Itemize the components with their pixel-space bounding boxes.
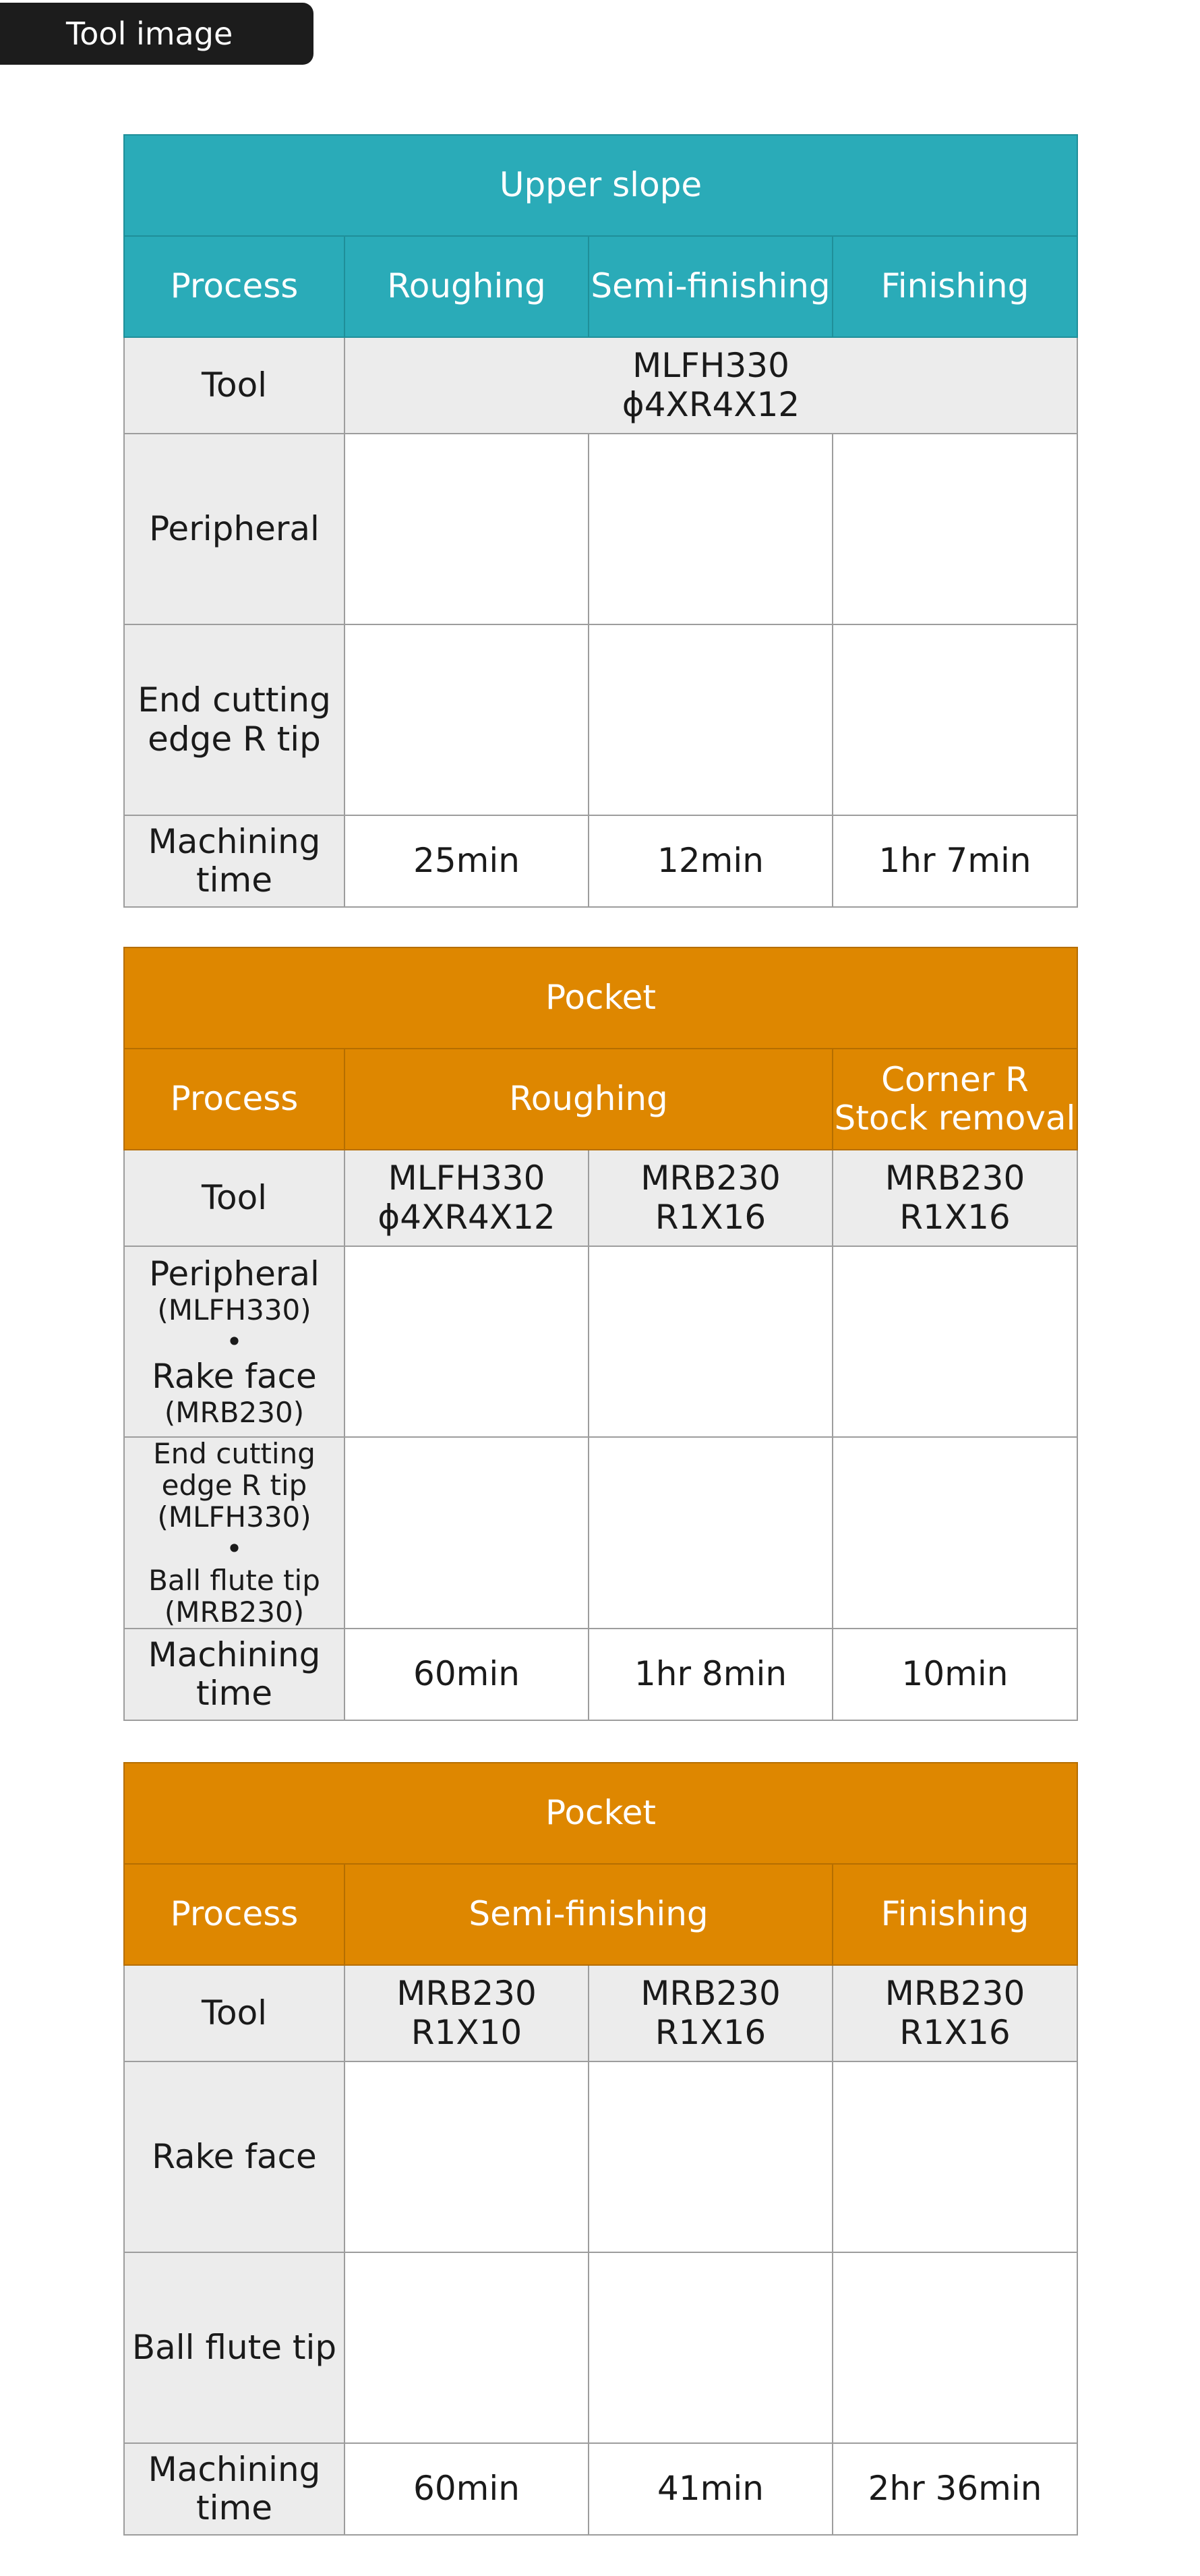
tool-spec: R1X16 xyxy=(899,1197,1011,1237)
label-line: • xyxy=(226,1532,243,1566)
label-line: Machining xyxy=(148,821,321,861)
peripheral-rake-label xyxy=(124,1246,344,1437)
label-line: Stock removal xyxy=(834,1099,1076,1138)
label-line: Rake face xyxy=(152,1357,317,1397)
ball-flute-label: Ball flute tip xyxy=(124,2252,344,2443)
tool-label: Tool xyxy=(124,1150,344,1246)
tool-label: Tool xyxy=(124,1965,344,2061)
label-line: Machining xyxy=(148,2449,321,2489)
tool-photo xyxy=(344,2061,589,2252)
process-label: Process xyxy=(124,1049,344,1150)
end-ball-label xyxy=(124,1437,344,1629)
tool-photo xyxy=(344,434,589,624)
label-line: End cutting xyxy=(153,1437,316,1470)
tool-model: MRB230 xyxy=(884,1159,1025,1198)
tool-photo xyxy=(833,1437,1077,1629)
end-cutting-label xyxy=(124,624,344,815)
label-line: time xyxy=(196,860,272,900)
tool-model: MRB230 xyxy=(640,1974,781,2013)
tool-model: MRB230 xyxy=(396,1974,537,2013)
pocket-finishing-table xyxy=(123,1762,1078,2536)
tool-spec: R1X16 xyxy=(655,1197,767,1237)
tool-value xyxy=(344,337,1077,434)
tool-model: MLFH330 xyxy=(632,346,789,385)
time-value: 41min xyxy=(589,2443,833,2535)
tool-photo xyxy=(344,1246,589,1437)
tool-photo xyxy=(344,1437,589,1629)
label-line: Peripheral xyxy=(149,1254,320,1294)
process-semi-finishing: Semi-finishing xyxy=(589,236,833,337)
tool-spec: R1X16 xyxy=(655,2012,767,2052)
time-value: 25min xyxy=(344,815,589,907)
time-value: 60min xyxy=(344,1629,589,1720)
machining-time-label xyxy=(124,1629,344,1720)
process-corner-r xyxy=(833,1049,1077,1150)
process-finishing: Finishing xyxy=(833,1864,1077,1965)
time-value: 10min xyxy=(833,1629,1077,1720)
process-roughing: Roughing xyxy=(344,1049,833,1150)
label-line: time xyxy=(196,1674,272,1714)
tool-spec: ϕ4XR4X12 xyxy=(378,1197,556,1237)
tool-photo xyxy=(589,2252,833,2443)
machining-time-label xyxy=(124,815,344,907)
tool-photo xyxy=(344,2252,589,2443)
upper-slope-table xyxy=(123,134,1078,908)
time-value: 2hr 36min xyxy=(833,2443,1077,2535)
section-tag: Tool image xyxy=(0,3,313,65)
tool-value xyxy=(344,1965,589,2061)
process-finishing: Finishing xyxy=(833,236,1077,337)
peripheral-label: Peripheral xyxy=(124,434,344,624)
tool-photo xyxy=(589,624,833,815)
label-line: Machining xyxy=(148,1635,321,1674)
tool-photo xyxy=(344,624,589,815)
time-value: 12min xyxy=(589,815,833,907)
tool-spec: R1X10 xyxy=(411,2012,522,2052)
tool-photo xyxy=(833,1246,1077,1437)
tool-photo xyxy=(589,1437,833,1629)
time-value: 1hr 7min xyxy=(833,815,1077,907)
tool-spec: ϕ4XR4X12 xyxy=(622,384,800,424)
tool-value xyxy=(833,1965,1077,2061)
label-line: (MLFH330) xyxy=(157,1500,311,1534)
table-title: Pocket xyxy=(124,1763,1077,1864)
label-line: Corner R xyxy=(881,1059,1029,1099)
tool-value xyxy=(344,1150,589,1246)
machining-time-label xyxy=(124,2443,344,2535)
process-semi-finishing: Semi-finishing xyxy=(344,1864,833,1965)
rake-face-label: Rake face xyxy=(124,2061,344,2252)
tool-label: Tool xyxy=(124,337,344,434)
label-line: edge R tip xyxy=(148,719,321,759)
tool-photo xyxy=(589,434,833,624)
time-value: 1hr 8min xyxy=(589,1629,833,1720)
tool-photo xyxy=(833,2061,1077,2252)
process-label: Process xyxy=(124,1864,344,1965)
table-title: Pocket xyxy=(124,947,1077,1049)
label-line: edge R tip xyxy=(161,1469,307,1502)
tool-value xyxy=(589,1150,833,1246)
tool-model: MLFH330 xyxy=(388,1159,545,1198)
tool-photo xyxy=(589,2061,833,2252)
label-line: time xyxy=(196,2488,272,2527)
process-roughing: Roughing xyxy=(344,236,589,337)
label-line: End cutting xyxy=(138,680,331,720)
time-value: 60min xyxy=(344,2443,589,2535)
label-line: (MRB230) xyxy=(164,1596,305,1629)
label-line: Ball flute tip xyxy=(148,1564,320,1598)
tool-model: MRB230 xyxy=(640,1159,781,1198)
process-label: Process xyxy=(124,236,344,337)
tool-photo xyxy=(833,434,1077,624)
tool-photo xyxy=(833,624,1077,815)
tool-value xyxy=(833,1150,1077,1246)
tool-photo xyxy=(833,2252,1077,2443)
pocket-roughing-table xyxy=(123,947,1078,1721)
label-line: (MRB230) xyxy=(164,1395,305,1429)
tool-photo xyxy=(589,1246,833,1437)
tool-model: MRB230 xyxy=(884,1974,1025,2013)
label-line: • xyxy=(226,1324,243,1358)
label-line: (MLFH330) xyxy=(157,1293,311,1326)
tool-value xyxy=(589,1965,833,2061)
tool-spec: R1X16 xyxy=(899,2012,1011,2052)
table-title: Upper slope xyxy=(124,135,1077,236)
